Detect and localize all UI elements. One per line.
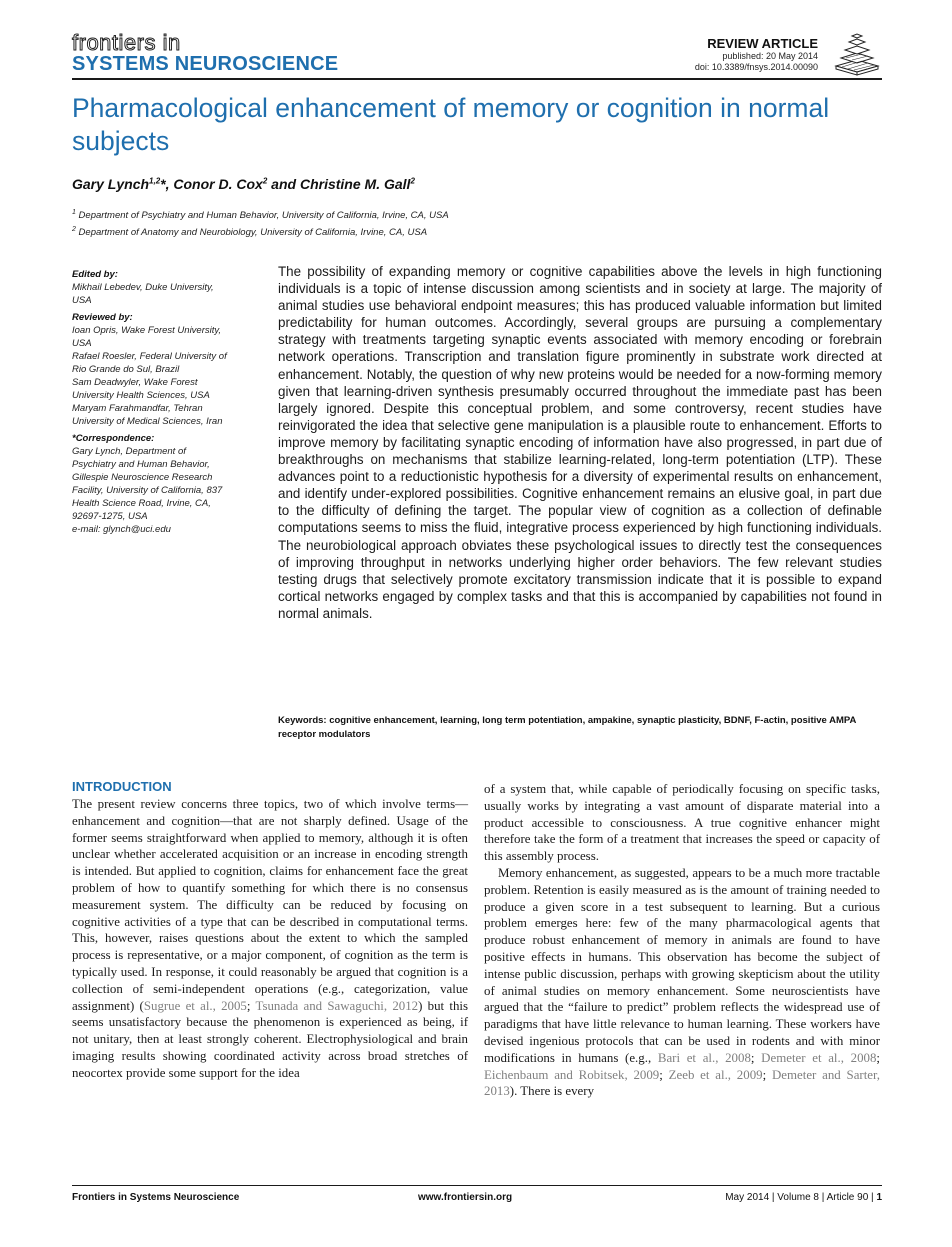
keywords: Keywords: cognitive enhancement, learning, long term potentiation, ampakine, synaptic plasticity, BDNF, F-actin, positive AMPA receptor modulators — [278, 715, 857, 740]
citation-separator: ; — [876, 1050, 880, 1065]
reviewer-line: USA — [72, 338, 92, 349]
editor-line: Mikhail Lebedev, Duke University, — [72, 282, 214, 293]
editor-line: USA — [72, 295, 92, 306]
body-paragraph — [72, 796, 468, 1082]
reviewer-line: University of Medical Sciences, Iran — [72, 416, 223, 427]
reviewer-line: Maryam Farahmandfar, Tehran — [72, 403, 203, 414]
section-heading-introduction: INTRODUCTION — [72, 779, 172, 794]
affiliation-item — [72, 223, 449, 240]
affiliation-item — [72, 206, 449, 223]
journal-brand-top: frontiers in — [72, 30, 181, 55]
page-header — [72, 32, 882, 80]
reviewer-line: University Health Sciences, USA — [72, 390, 210, 401]
author-affiliation-marker: 1,2 — [149, 176, 161, 186]
article-meta — [695, 36, 818, 73]
published-date: published: 20 May 2014 — [722, 51, 818, 61]
author-list — [72, 176, 415, 192]
citation-link[interactable]: Demeter et al., 2008 — [761, 1050, 877, 1065]
page-number: 1 — [876, 1192, 882, 1203]
author-affiliation-marker: 2 — [262, 176, 268, 186]
edited-by-label: Edited by: — [72, 269, 118, 280]
paragraph-text: ) but this seems unsatisfactory because the phenomenon is experienced as being, if not unitary, then at least strongly coherent. Electrophysiological and brain imaging results showing coordinated activity across broad stretches of neocortex provide some support for the idea — [72, 998, 468, 1080]
author-affiliation-marker: 2 — [410, 176, 415, 186]
citation-link[interactable]: Tsunada and Sawaguchi, 2012 — [255, 998, 419, 1013]
reviewer-line: Rio Grande do Sul, Brazil — [72, 364, 180, 375]
citation-link[interactable]: Eichenbaum and Robitsek, 2009 — [484, 1067, 660, 1082]
citation-separator: ; — [659, 1067, 669, 1082]
citation-link[interactable]: Bari et al., 2008 — [657, 1050, 751, 1065]
citation-link[interactable]: Zeeb et al., 2009 — [668, 1067, 763, 1082]
correspondence-line: Psychiatry and Human Behavior, — [72, 459, 210, 470]
correspondence-email[interactable]: e-mail: glynch@uci.edu — [72, 524, 171, 535]
footer-issue-info — [725, 1192, 882, 1203]
citation-separator: ; — [750, 1050, 762, 1065]
journal-name: SYSTEMS NEUROSCIENCE — [72, 53, 339, 75]
correspondence-line: Facility, University of California, 837 — [72, 485, 223, 496]
header-divider — [72, 78, 882, 80]
body-column-left — [72, 778, 468, 1082]
citation-separator: ; — [762, 1067, 772, 1082]
article-type: REVIEW ARTICLE — [707, 36, 818, 51]
stacked-layers-icon — [832, 32, 882, 76]
author-separator: *, — [160, 176, 174, 192]
reviewer-line: Rafael Roesler, Federal University of — [72, 351, 227, 362]
editorial-sidebar — [72, 268, 262, 536]
correspondence-label: *Correspondence: — [72, 433, 155, 444]
footer-website-link[interactable]: www.frontiersin.org — [418, 1192, 513, 1203]
body-paragraph: of a system that, while capable of periodically focusing on specific tasks, usually works by integrating a vast amount of disparate material into a product accessible to consciousness. A true cognitive enhancer might therefore take the form of a treatment that increases the speed or capacity of this assembly process. — [484, 782, 880, 864]
abstract: The possibility of expanding memory or cognitive capabilities above the levels in high functioning individuals is a topic of intense discussion among scientists and in society at large. The majority of animal studies use behavioral endpoint measures; this has produced valuable information but limited predictability for human outcomes. Accordingly, several groups are pursuing a complementary strategy with treatments targeting synaptic events associated with memory encoding or forebrain network operations. Transcription and translation figure prominently in substrate work directed at enhancement. Notably, the question of why new proteins would be needed for a now-forming memory given that learning-driven synthesis presumably occurred throughout the immediate past has been largely ignored. Despite this conceptual problem, and some controversy, recent studies have reinvigorated the idea that selective gene manipulation is a plausible route to enhancement. Efforts to improve memory by facilitating synaptic encoding of information have also progressed, in part due of breakthroughs on mechanisms that stabilize learning-related, long-term potentiation (LTP). These advances point to a reductionistic hypothesis for a diversity of experimental results on enhancement, and identify under-explored possibilities. Cognitive enhancement remains an elusive goal, in part due to the difficulty of defining the target. The popular view of cognition as a collection of definable computations seems to miss the fluid, integrative process experienced by high functioning individuals. The neurobiological approach obviates these psychological issues to directly test the consequences of improving throughput in networks underlying higher order behaviors. The few relevant studies testing drugs that selectively promote excitatory transmission indicate that it is possible to expand cortical networks engaged by complex tasks and that this is accompanied by capabilities not found in normal animals. — [278, 264, 882, 621]
correspondence-line: Health Science Road, Irvine, CA, — [72, 498, 211, 509]
body-column-right — [484, 781, 880, 1100]
paragraph-text: Memory enhancement, as suggested, appears to be a much more tractable problem. Retention is easily measured as is the amount of training needed to produce a given score in a test subsequent to learning. But a curious problem emerges here: few of the many pharmacological agents that produce robust enhancement of memory in animals are found to have positive effects in humans. This observation has become the subject of intense public discussion, perhaps with growing skepticism about the utility of animal studies on memory enhancement. Some neuroscientists have argued that the “failure to predict” problem reflects the widespread use of paradigms that have little relevance to human learning. These workers have devised ingenious protocols that can be used in rodents and with minor modifications in humans (e.g., — [484, 865, 880, 1065]
article-title: Pharmacological enhancement of memory or cognition in normal subjects — [72, 93, 830, 156]
affiliation-text: Department of Anatomy and Neurobiology, University of California, Irvine, CA, USA — [78, 227, 428, 239]
correspondence-line: Gillespie Neuroscience Research — [72, 472, 213, 483]
citation-link[interactable]: Sugrue et al., 2005 — [143, 998, 247, 1013]
reviewed-by-label: Reviewed by: — [72, 312, 133, 323]
footer-divider — [72, 1185, 882, 1186]
footer-journal: Frontiers in Systems Neuroscience — [72, 1192, 240, 1203]
affiliation-number: 1 — [72, 209, 76, 216]
reviewer-line: Sam Deadwyler, Wake Forest — [72, 377, 198, 388]
footer-issue: May 2014 | Volume 8 | Article 90 | — [725, 1192, 877, 1203]
affiliations — [72, 206, 449, 240]
correspondence-line: 92697-1275, USA — [72, 511, 148, 522]
affiliation-text: Department of Psychiatry and Human Behavior, University of California, Irvine, CA, USA — [78, 210, 449, 222]
paragraph-text: The present review concerns three topics, two of which involve terms—enhancement and cognition—that are not sharply defined. Usage of the former seems straightforward when applied to memory, although it is often unclear whether accelerated acquisition or an increase in encoding strength is intended. But applied to cognition, claims for enhancement face the great problem of how to quantify something for which there is no consensus measurement system. The difficulty can be reduced by focusing on cognitive activities of a type that can be described in computational terms. This, however, raises questions about the extent to which the sampled process is representative, or a major component, of cognition as the term is typically used. In response, it could reasonably be argued that cognition is a collection of semi-independent operations (e.g., categorization, value assignment) ( — [72, 797, 468, 1013]
author-name[interactable]: Christine M. Gall — [299, 176, 411, 192]
reviewer-line: Ioan Opris, Wake Forest University, — [72, 325, 222, 336]
author-name[interactable]: Gary Lynch — [72, 176, 150, 192]
citation-link[interactable]: Demeter and Sarter, 2013 — [484, 1067, 881, 1099]
correspondence-line: Gary Lynch, Department of — [72, 446, 186, 457]
citation-separator: ; — [246, 998, 256, 1013]
author-separator: and — [267, 176, 300, 192]
affiliation-number: 2 — [72, 226, 76, 234]
paragraph-text: ). There is every — [509, 1084, 595, 1099]
doi-link[interactable]: doi: 10.3389/fnsys.2014.00090 — [694, 62, 818, 72]
body-paragraph — [484, 865, 880, 1100]
author-name[interactable]: Conor D. Cox — [173, 176, 263, 192]
